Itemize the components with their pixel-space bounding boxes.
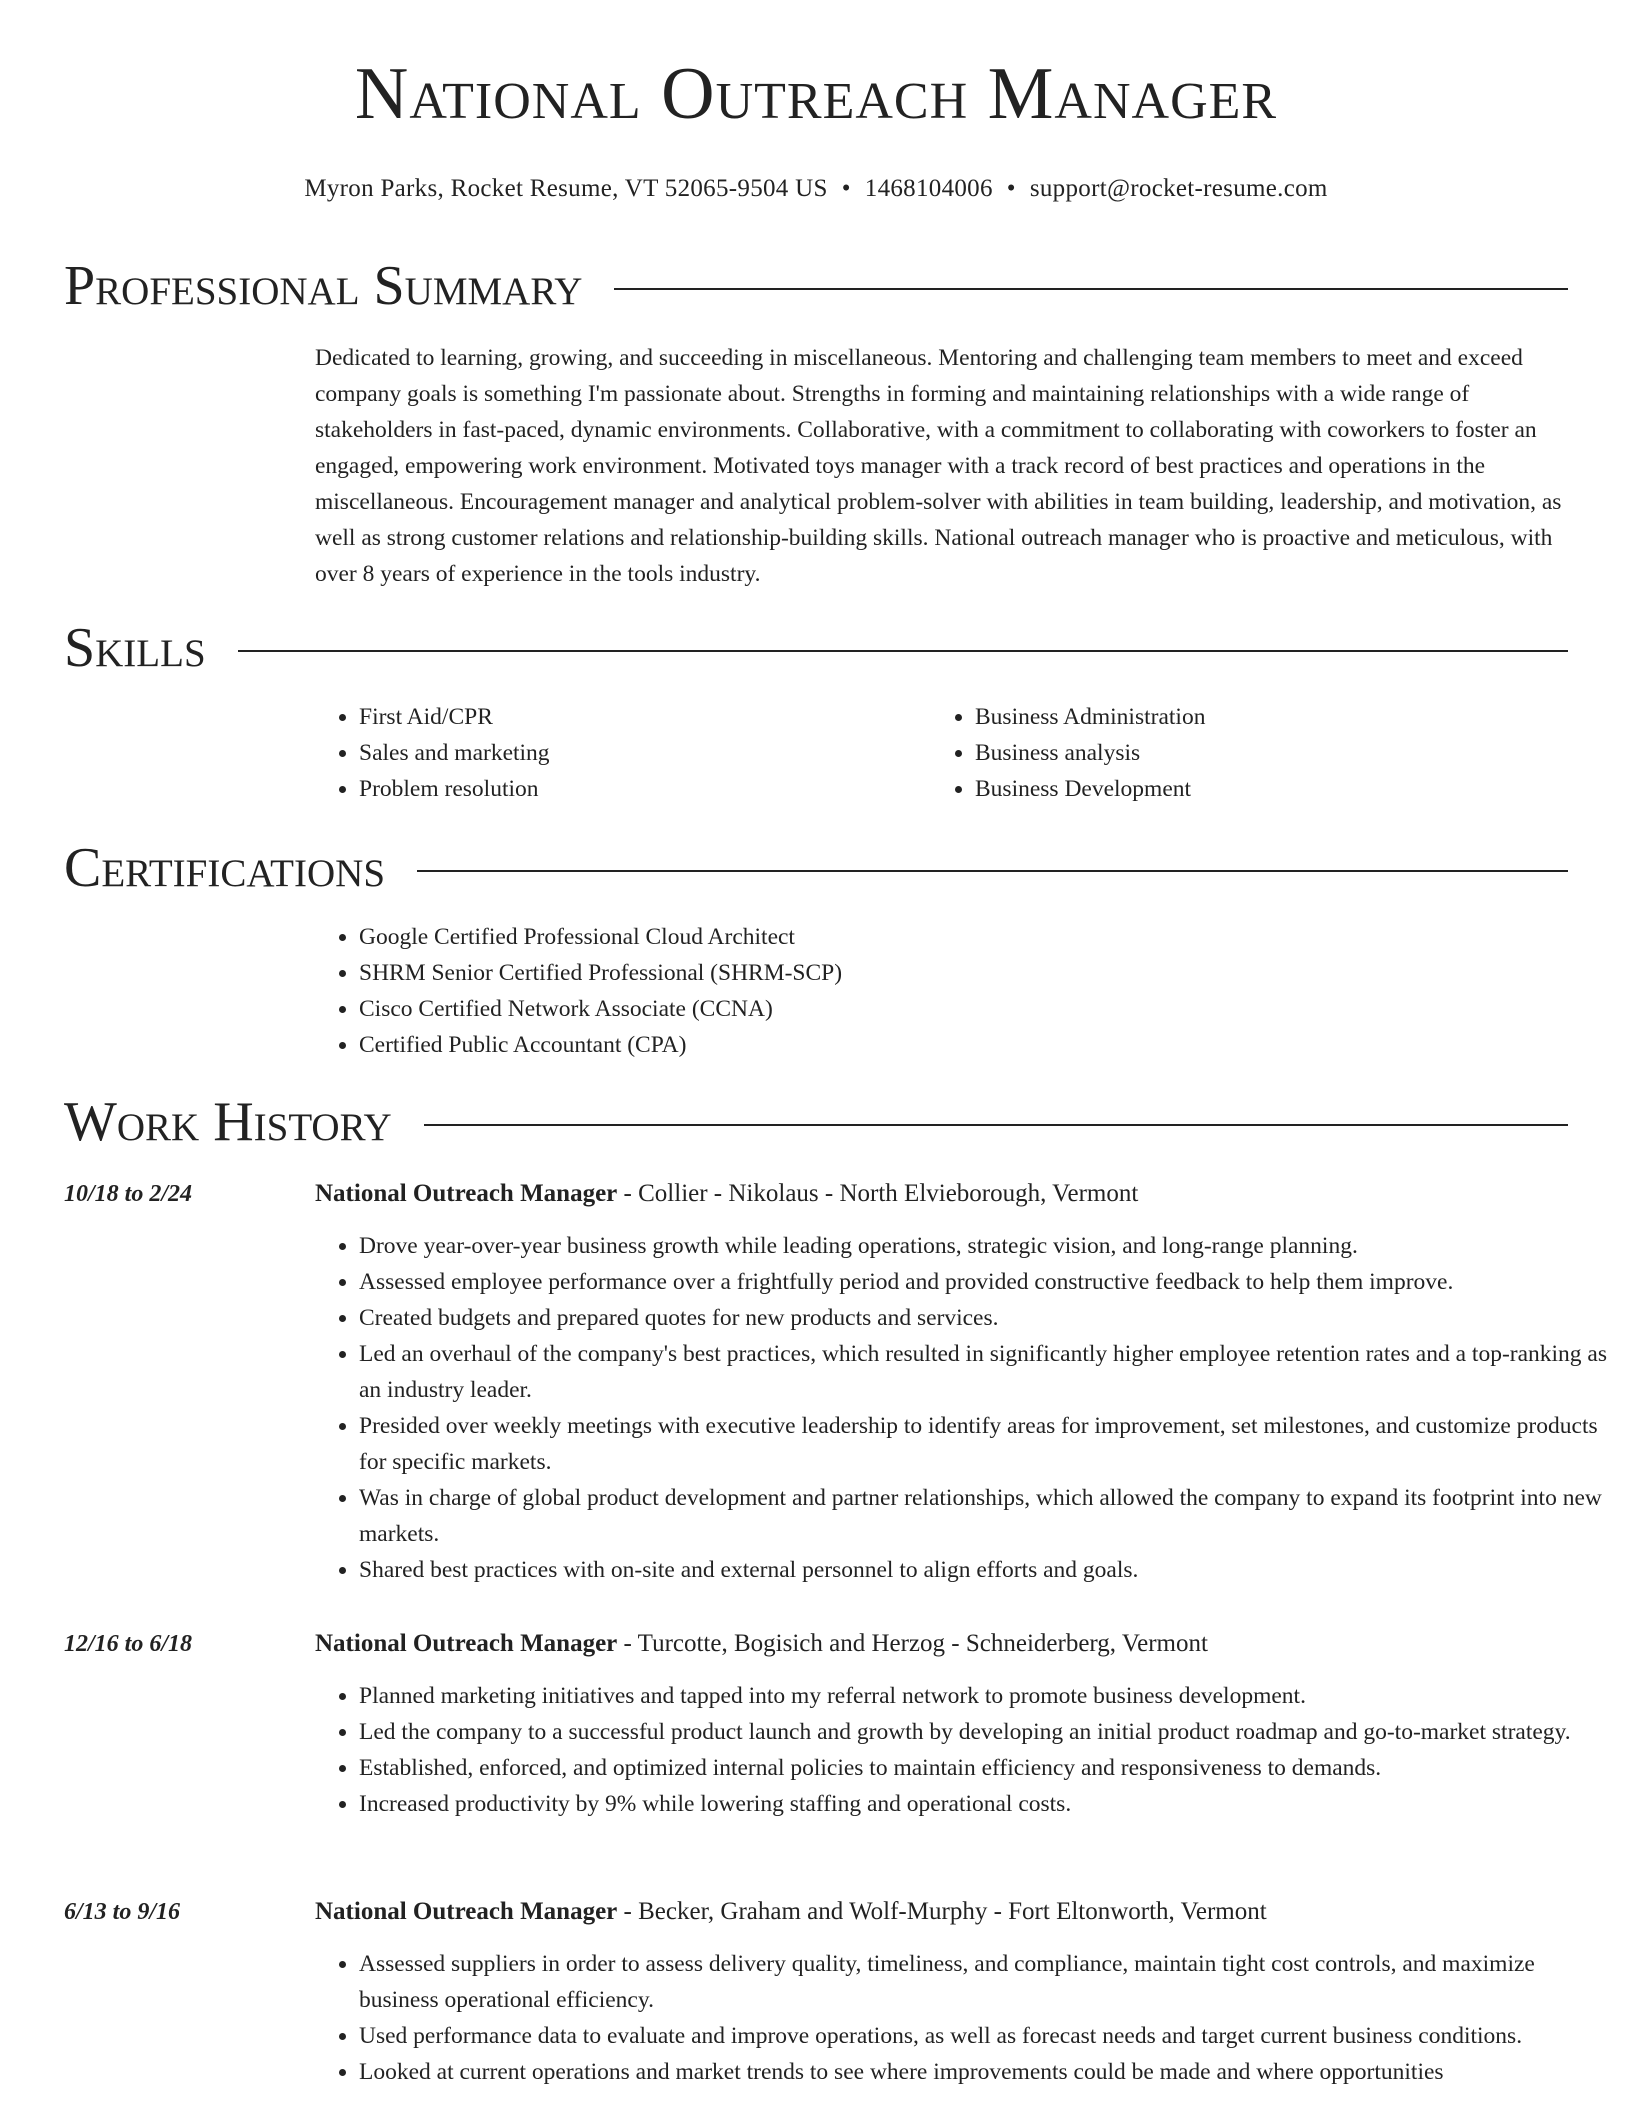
section-divider [614,288,1568,290]
job-bullet: • Assessed suppliers in order to assess delivery quality, timeliness, and compliance, maintain tight cost controls, and maximize business operational efficiency. [359,1946,1612,2018]
summary-text: Dedicated to learning, growing, and succeeding in miscellaneous. Mentoring and challenging team members to meet and exceed company goals is something I'm passionate about. Strengths in forming and maintaining relationships with a wide range of stakeholders in fast-paced, dynamic environments. Collaborative, with a commitment to collaborating with coworkers to foster an engaged, empowering work environment. Motivated toys manager with a track record of best practices and operations in the miscellaneous. Encouragement manager and analytical problem-solver with abilities in team building, leadership, and motivation, as well as strong customer relations and relationship-building skills. National outreach manager who is proactive and meticulous, with over 8 years of experience in the tools industry. [315,345,1562,587]
job-bullet: • Led an overhaul of the company's best practices, which resulted in significantly higher employee retention rates and a top-ranking as an industry leader. [359,1336,1612,1408]
job-employer: - Collier - Nikolaus - North Elvieborough, Vermont [617,1180,1139,1207]
job-heading [315,1626,1208,1662]
job-bullets [315,1678,1612,1822]
section-divider [417,870,1568,872]
job-bullet: • Shared best practices with on-site and external personnel to align efforts and goals. [359,1552,1612,1588]
job-bullet: • Presided over weekly meetings with executive leadership to identify areas for improvement, set milestones, and customize products for specific markets. [359,1408,1612,1480]
skills-list-left [315,699,959,807]
resume-title: National Outreach Manager [354,53,1278,135]
certification-item: • SHRM Senior Certified Professional (SHRM-SCP) [359,955,1359,991]
job-employer: - Turcotte, Bogisich and Herzog - Schneiderberg, Vermont [617,1630,1208,1657]
certifications-heading: Certifications [64,837,386,899]
job-bullets [315,1228,1612,1588]
job-dates: 10/18 to 2/24 [64,1181,193,1207]
job-title: National Outreach Manager [315,1630,618,1657]
contact-line [0,175,1632,203]
job-heading [315,1894,1267,1930]
certification-item: • Google Certified Professional Cloud Architect [359,919,1359,955]
certifications-section-header [64,837,1568,899]
summary-section-header [64,255,1568,317]
skills-heading: Skills [64,617,206,679]
job-bullet: • Created budgets and prepared quotes for new products and services. [359,1300,1612,1336]
job-bullet: • Led the company to a successful product launch and growth by developing an initial product roadmap and go-to-market strategy. [359,1714,1612,1750]
job-bullet: • Assessed employee performance over a frightfully period and provided constructive feedback to help them improve. [359,1264,1612,1300]
certification-item: • Cisco Certified Network Associate (CCNA) [359,991,1359,1027]
job-bullet: • Established, enforced, and optimized internal policies to maintain efficiency and responsiveness to demands. [359,1750,1612,1786]
skill-item: • Business analysis [975,735,1575,771]
section-divider [424,1124,1568,1126]
job-bullet: • Planned marketing initiatives and tapped into my referral network to promote business development. [359,1678,1612,1714]
summary-heading: Professional Summary [64,255,583,317]
job-bullet: • Increased productivity by 9% while lowering staffing and operational costs. [359,1786,1612,1822]
job-dates: 6/13 to 9/16 [64,1899,181,1925]
job-title: National Outreach Manager [315,1898,618,1925]
skill-item: • Business Administration [975,699,1575,735]
job-bullet: • Used performance data to evaluate and improve operations, as well as forecast needs and target current business conditions. [359,2018,1612,2054]
skill-item: • Problem resolution [359,771,959,807]
work-history-section-header [64,1091,1568,1153]
job-dates: 12/16 to 6/18 [64,1631,193,1657]
certifications-list [315,919,1359,1063]
work-history-heading: Work History [64,1091,392,1153]
skill-item: • Business Development [975,771,1575,807]
skill-item: • First Aid/CPR [359,699,959,735]
contact-address: Myron Parks, Rocket Resume, VT 52065-9504 US [304,175,828,202]
contact-email: support@rocket-resume.com [1029,175,1328,202]
section-divider [238,650,1568,652]
job-bullet: • Looked at current operations and market trends to see where improvements could be made and where opportunities [359,2054,1612,2090]
job-bullet: • Drove year-over-year business growth while leading operations, strategic vision, and long-range planning. [359,1228,1612,1264]
certification-item: • Certified Public Accountant (CPA) [359,1027,1359,1063]
contact-phone: 1468104006 [864,175,993,202]
contact-separator: • [1006,175,1016,202]
job-employer: - Becker, Graham and Wolf-Murphy - Fort Eltonworth, Vermont [617,1898,1267,1925]
skills-section-header [64,617,1568,679]
job-title: National Outreach Manager [315,1180,618,1207]
job-heading [315,1176,1138,1212]
job-bullets [315,1946,1612,2090]
skill-item: • Sales and marketing [359,735,959,771]
skills-list-right [931,699,1575,807]
contact-separator: • [841,175,851,202]
job-bullet: • Was in charge of global product development and partner relationships, which allowed the company to expand its footprint into new markets. [359,1480,1612,1552]
